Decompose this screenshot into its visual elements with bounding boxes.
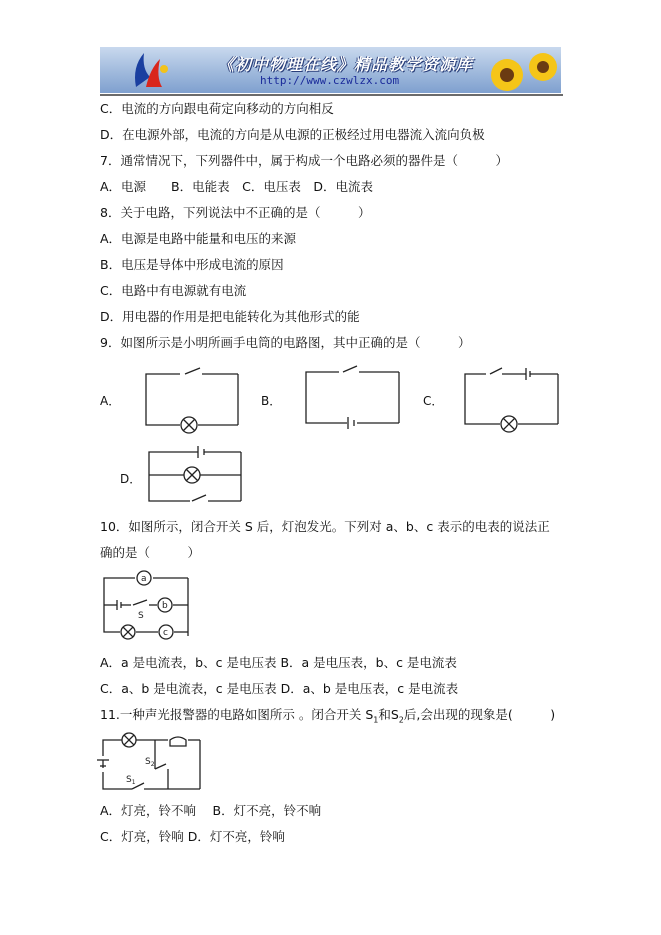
question-7-options: A．电源 B．电能表 C．电压表 D．电流表 (100, 179, 373, 194)
question-11: 11.一种声光报警器的电路如图所示 。闭合开关 $S_1$和$S_2$后,会出现的现象是( ) (100, 707, 556, 725)
question-8-option-a: A．电源是电路中能量和电压的来源 (100, 231, 297, 246)
switch-s-label: S (138, 611, 144, 621)
question-8-option-d: D．用电器的作用是把电能转化为其他形式的能 (100, 309, 360, 324)
question-8-option-c: C．电路中有电源就有电流 (100, 283, 247, 298)
q9-circuit-d (146, 446, 246, 508)
question-10-line-2: 确的是（ ） (100, 545, 201, 560)
option-d-line: D．在电源外部，电流的方向是从电源的正极经过用电器流入流向负极 (100, 127, 485, 142)
q9-label-a: A． (100, 394, 121, 408)
meter-c-label: c (163, 628, 168, 638)
switch-s2-label: $S_2$ (145, 757, 155, 768)
switch-s1-label: $S_1$ (126, 775, 136, 786)
question-8-option-b: B．电压是导体中形成电流的原因 (100, 257, 284, 272)
q9-circuit-c (462, 365, 562, 435)
header-title: 《初中物理在线》精品教学资源库 (218, 55, 474, 74)
header-rule (100, 94, 563, 96)
q9-label-d: D． (120, 472, 142, 486)
q9-circuit-b (303, 365, 403, 430)
option-c-line: C．电流的方向跟电荷定向移动的方向相反 (100, 101, 334, 116)
question-9: 9．如图所示是小明所画手电筒的电路图，其中正确的是（ ） (100, 335, 471, 350)
question-8: 8．关于电路，下列说法中不正确的是（ ） (100, 205, 371, 220)
question-11-options-cd: C．灯亮，铃响 D．灯不亮，铃响 (100, 829, 285, 844)
q9-circuit-a (142, 365, 242, 435)
question-11-options-ab: A．灯亮，铃不响 B．灯不亮，铃不响 (100, 803, 322, 818)
logo-icon (122, 47, 182, 93)
q9-label-c: C． (423, 394, 444, 408)
question-10-options-cd: C．a、b 是电流表，c 是电压表 D．a、b 是电压表，c 是电流表 (100, 681, 459, 696)
meter-b-label: b (162, 601, 168, 611)
header-url: http://www.czwlzx.com (260, 74, 400, 87)
q10-circuit (100, 570, 192, 642)
meter-a-label: a (141, 574, 147, 584)
q11-circuit (100, 732, 202, 794)
question-10-line-1: 10．如图所示，闭合开关 S 后，灯泡发光。下列对 a、b、c 表示的电表的说法正 (100, 519, 550, 534)
sunflower-icon (481, 47, 561, 93)
header-banner (100, 47, 561, 93)
question-10-options-ab: A．a 是电流表，b、c 是电压表 B．a 是电压表，b、c 是电流表 (100, 655, 457, 670)
question-7: 7．通常情况下，下列器件中，属于构成一个电路必须的器件是（ ） (100, 153, 508, 168)
q9-label-b: B． (261, 394, 282, 408)
